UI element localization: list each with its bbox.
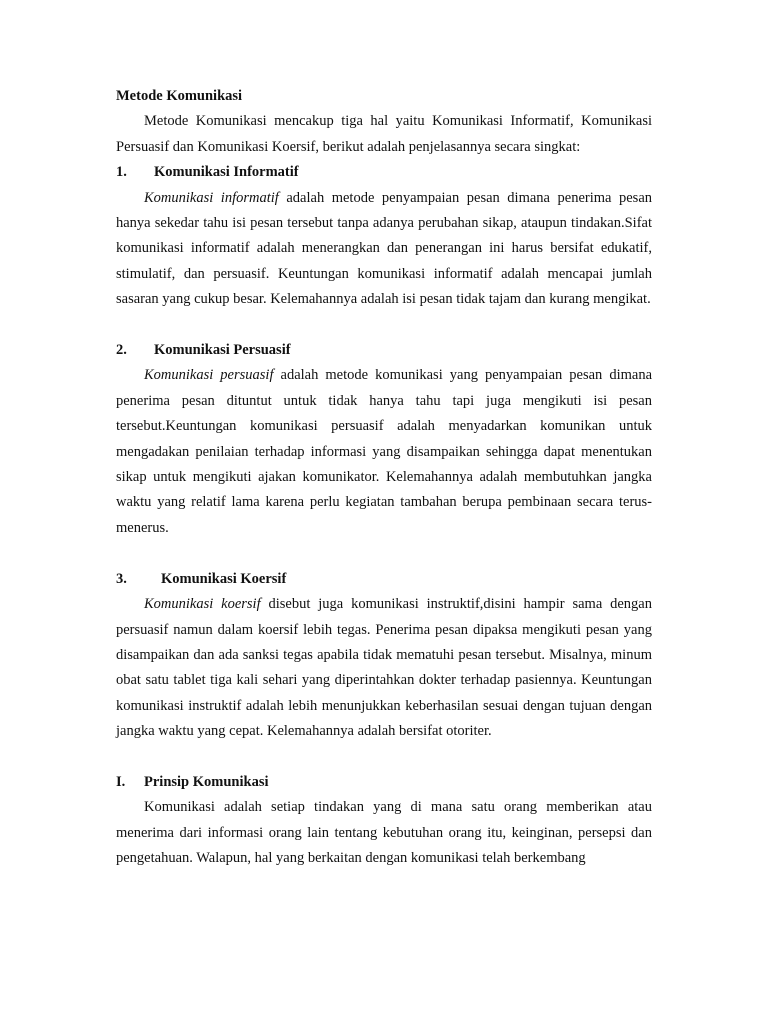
section-1-title: Komunikasi Informatif — [154, 164, 299, 181]
section-1-heading — [116, 160, 652, 185]
section-2-paragraph — [116, 363, 652, 541]
section-spacer — [116, 313, 652, 338]
principle-paragraph: Komunikasi adalah setiap tindakan yang di mana satu orang memberikan atau menerima dari informasi orang lain tentang kebutuhan orang itu, keinginan, persepsi dan pengetahuan. Walapun, hal yang berkaitan dengan komunikasi telah berkembang — [116, 799, 652, 867]
principle-number: I. — [116, 773, 126, 790]
section-2-body: adalah metode komunikasi yang penyampaian pesan dimana penerima pesan dituntut untuk tidak hanya tahu tapi juga mengikuti isi pesan tersebut.Keuntungan komunikasi persuasif adalah menyadarkan komunikan untuk mengadakan penilaian terhadap informasi yang disampaikan sehingga dapat menentukan sikap untuk mengikuti ajakan komunikator. Kelemahannya adalah membutuhkan jangka waktu yang relatif lama karena perlu kegiatan tambahan berupa pembinaan secara terus-menerus. — [116, 367, 653, 536]
intro-paragraph: Metode Komunikasi mencakup tiga hal yaitu Komunikasi Informatif, Komunikasi Persuasif dan Komunikasi Koersif, berikut adalah penjelasannya secara singkat: — [116, 113, 652, 155]
section-1-term: Komunikasi informatif — [144, 189, 279, 206]
section-3-paragraph — [116, 592, 652, 744]
section-2-title: Komunikasi Persuasif — [154, 342, 291, 359]
section-2-number: 2. — [116, 342, 127, 359]
section-3-title: Komunikasi Koersif — [161, 570, 287, 587]
section-3-number: 3. — [116, 570, 127, 587]
section-2-term: Komunikasi persuasif — [144, 367, 274, 384]
section-spacer — [116, 541, 652, 566]
section-1-body: adalah metode penyampaian pesan dimana penerima pesan hanya sekedar tahu isi pesan tersebut tanpa adanya perubahan sikap, ataupun tindakan.Sifat komunikasi informatif adalah menerangkan dan penerangan ini harus bersifat edukatif, stimulatif, dan persuasif. Keuntungan komunikasi informatif adalah mencapai jumlah sasaran yang cukup besar. Kelemahannya adalah isi pesan tidak tajam dan kurang mengikat. — [116, 189, 652, 308]
section-3-body: disebut juga komunikasi instruktif,disini hampir sama dengan persuasif namun dalam koersif lebih tegas. Penerima pesan dipaksa mengikuti pesan yang disampaikan dan ada sanksi tegas apabila tidak mematuhi pesan tersebut. Misalnya, minum obat satu tablet tiga kali sehari yang diperintahkan dokter terhadap pasiennya. Keuntungan komunikasi instruktif adalah lebih menunjukkan keberhasilan sesuai dengan tujuan dengan jangka waktu yang cepat. Kelemahannya adalah bersifat otoriter. — [116, 596, 652, 740]
section-2-heading — [116, 338, 652, 363]
document-page — [116, 84, 652, 872]
section-spacer — [116, 745, 652, 770]
document-title: Metode Komunikasi — [116, 88, 243, 104]
principle-title: Prinsip Komunikasi — [144, 773, 269, 790]
principle-heading — [116, 770, 652, 795]
section-1-number: 1. — [116, 164, 127, 181]
section-1-paragraph — [116, 186, 652, 313]
section-3-heading — [116, 567, 652, 592]
section-3-term: Komunikasi koersif — [144, 596, 261, 613]
